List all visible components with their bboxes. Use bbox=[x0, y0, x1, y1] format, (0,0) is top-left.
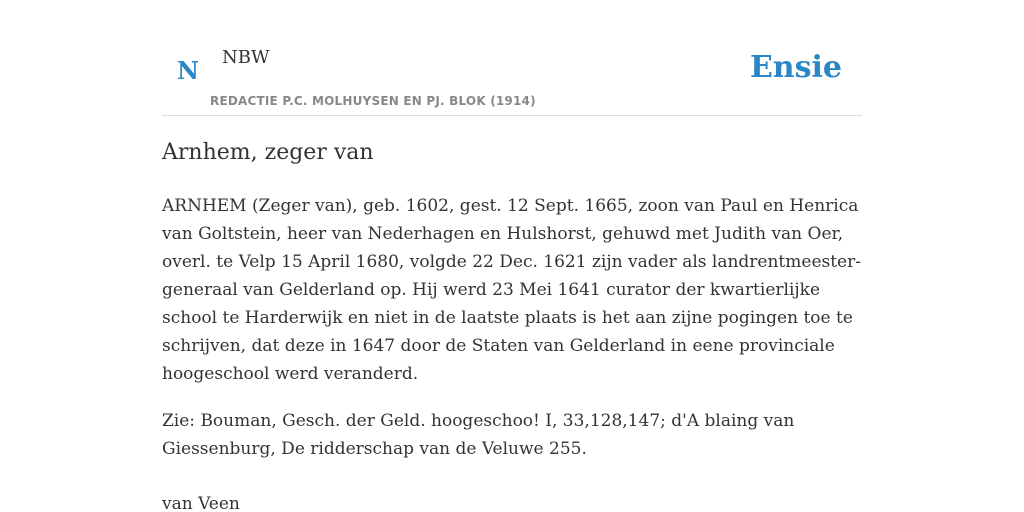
article-reference: Zie: Bouman, Gesch. der Geld. hoogeschoo! I, 33,128,147; d'A blaing van Giessenburg, De ridderschap van de Veluwe 255. bbox=[162, 411, 795, 459]
article-author: van Veen bbox=[162, 494, 240, 512]
source-header bbox=[162, 0, 862, 116]
ensie-logo-link[interactable]: Ensie bbox=[749, 50, 842, 85]
source-logo[interactable]: N bbox=[177, 56, 199, 85]
article-paragraph: ARNHEM (Zeger van), geb. 1602, gest. 12 Sept. 1665, zoon van Paul en Henrica van Goltstein, heer van Nederhagen en Hulshorst, gehuwd met Judith van Oer, overl. te Velp 15 April 1680, volgde 22 Dec. 1621 zijn vader als landrentmeester-generaal van Gelderland op. Hij werd 23 Mei 1641 curator der kwartierlijke school te Harderwijk en niet in de laatste plaats is het aan zijne pogingen toe te schrijven, dat deze in 1647 door de Staten van Gelderland in eene provinciale hoogeschool werd veranderd. bbox=[162, 196, 861, 384]
article-page bbox=[162, 0, 862, 512]
source-name-link[interactable]: NBW bbox=[222, 47, 270, 68]
source-editors: REDACTIE P.C. MOLHUYSEN EN PJ. BLOK (1914) bbox=[210, 94, 536, 108]
article-title: Arnhem, zeger van bbox=[162, 140, 374, 165]
